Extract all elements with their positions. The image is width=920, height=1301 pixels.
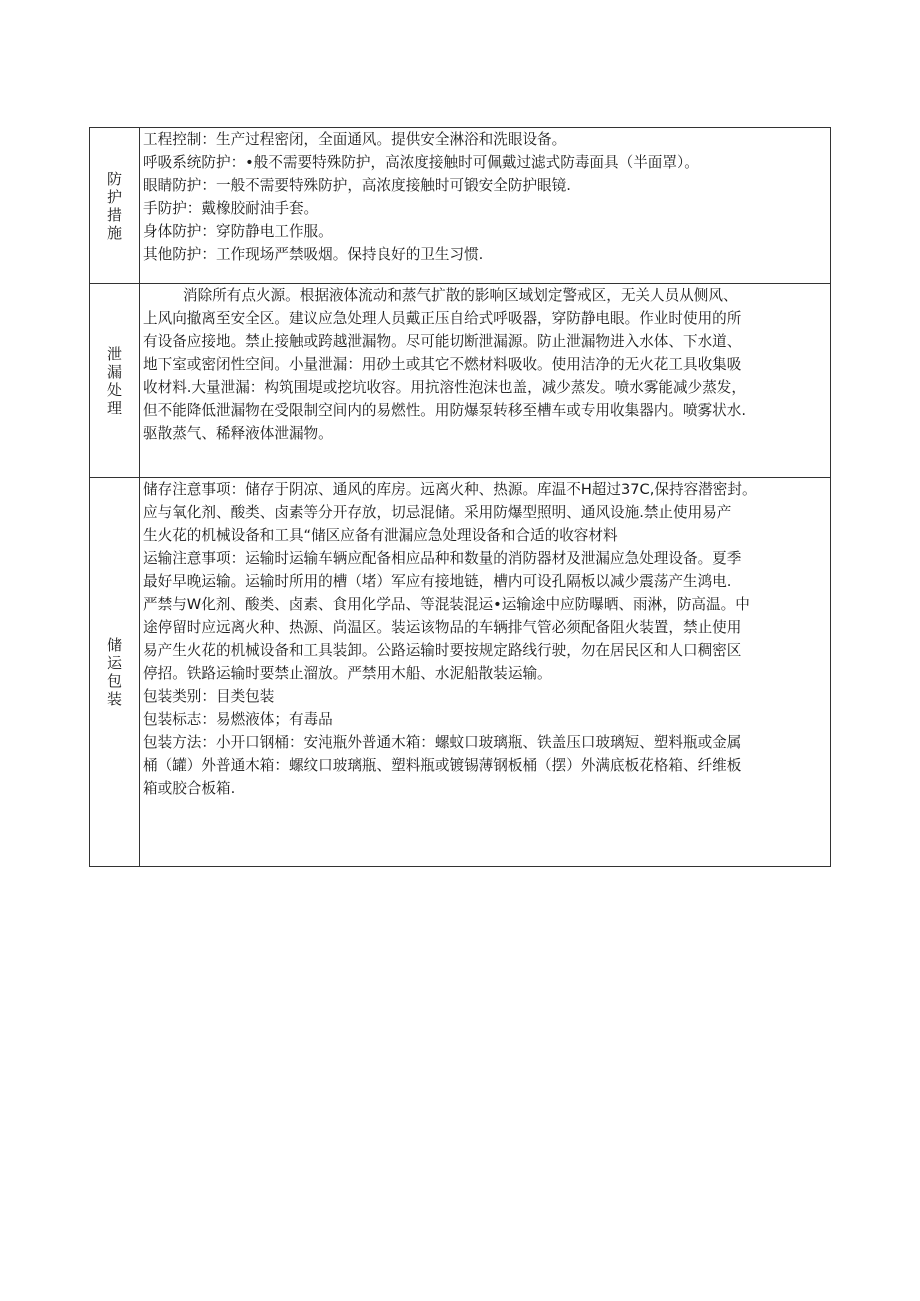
leak-line: 消除所有点火源。根据液体流动和蒸气扩散的影响区域划定警戒区，无关人员从侧风、: [183, 287, 738, 304]
protection-line: 其他防护：工作现场严禁吸烟。保持良好的卫生习惯.: [143, 246, 484, 263]
storage-line: 停招。铁路运输时要禁止溜放。严禁用木船、水泥船散装运输。: [143, 665, 552, 682]
row-leak: [90, 284, 831, 478]
protection-label: 防护措施: [106, 169, 122, 242]
storage-line: 包装方法：小开口钢桶：安沌瓶外普通木箱：螺蚊口玻璃瓶、铁盖压口玻璃短、塑料瓶或金属: [143, 734, 742, 751]
leak-label: 泄漏处理: [106, 344, 122, 417]
leak-line: 有设备应接地。禁止接触或跨越泄漏物。尽可能切断泄漏源。防止泄漏物进入水体、下水道、: [143, 333, 742, 350]
storage-line: 箱或胶合板箱.: [143, 780, 236, 797]
leak-line: 地下室或密闭性空间。小量泄漏：用砂土或其它不燃材料吸收。使用洁净的无火花工具收集吸: [143, 356, 742, 373]
storage-line: 包装类别：目类包装: [143, 688, 275, 705]
leak-line: 但不能降低泄漏物在受限制空间内的易燃性。用防爆泵转移至槽车或专用收集器内。喷雾状水.: [143, 402, 746, 419]
storage-label-cell: [90, 478, 140, 867]
storage-line: 途停留时应远离火种、热源、尚温区。装运该物品的车辆排气管必须配备阻火装置，禁止使用: [143, 619, 742, 636]
storage-content: [140, 478, 831, 867]
protection-line: 眼睛防护：一般不需要特殊防护，高浓度接触时可锻安全防护眼镜.: [143, 177, 571, 194]
storage-line: 应与氧化剂、酸类、卤素等分开存放，切忌混储。采用防爆型照明、通风设施.禁止使用易产: [143, 504, 732, 521]
protection-line: 呼吸系统防护：•般不需要特殊防护，高浓度接触时可佩戴过滤式防毒面具（半面罩）。: [143, 154, 699, 171]
leak-line: 收材料.大量泄漏：构筑围堤或挖坑收容。用抗溶性泡沫也盖，减少蒸发。喷水雾能减少蒸发，: [143, 379, 746, 396]
protection-line: 身体防护：穿防静电工作服。: [143, 223, 333, 240]
storage-line: 生火花的机械设备和工具“储区应备有泄漏应急处理设备和合适的收容材料: [143, 527, 618, 544]
protection-line: 手防护：戴橡胶耐油手套。: [143, 200, 319, 217]
storage-line: 包装标志：易燃液体；有毒品: [143, 711, 333, 728]
leak-line: 上风向撤离至安全区。建议应急处理人员戴正压自给式呼吸器，穿防静电眼。作业时使用的所: [143, 310, 742, 327]
storage-line: 最好早晚运输。运输时所用的槽（堵）军应有接地链，槽内可设孔隔板以减少震荡产生鸿电.: [143, 573, 732, 590]
row-storage: [90, 478, 831, 867]
storage-line: 运输注意事项：运输时运输车辆应配备相应品种和数量的消防器材及泄漏应急处理设备。夏季: [143, 550, 742, 567]
protection-label-cell: [90, 128, 140, 284]
leak-label-cell: [90, 284, 140, 478]
leak-content: [140, 284, 831, 478]
row-protection: [90, 128, 831, 284]
protection-line: 工程控制：生产过程密闭，全面通风。提供安全淋浴和洗眼设备。: [143, 131, 567, 148]
leak-line: 驱散蒸气、稀释液体泄漏物。: [143, 425, 333, 442]
storage-line: 储存注意事项：储存于阴凉、通风的库房。远离火种、热源。库温不H超过37C,保持容潜密封。: [143, 481, 757, 498]
protection-content: [140, 128, 831, 284]
msds-table: [89, 127, 831, 867]
storage-line: 严禁与W化剂、酸类、卤素、食用化学品、等混装混运•运输途中应防曝晒、雨淋，防高温。中: [143, 596, 750, 613]
storage-line: 易产生火花的机械设备和工具装卸。公路运输时要按规定路线行驶，勿在居民区和人口稠密区: [143, 642, 742, 659]
storage-label: 储运包装: [106, 636, 122, 708]
storage-line: 桶（罐）外普通木箱：螺纹口玻璃瓶、塑料瓶或镀锡薄钢板桶（摆）外满底板花格箱、纤维板: [143, 757, 742, 774]
